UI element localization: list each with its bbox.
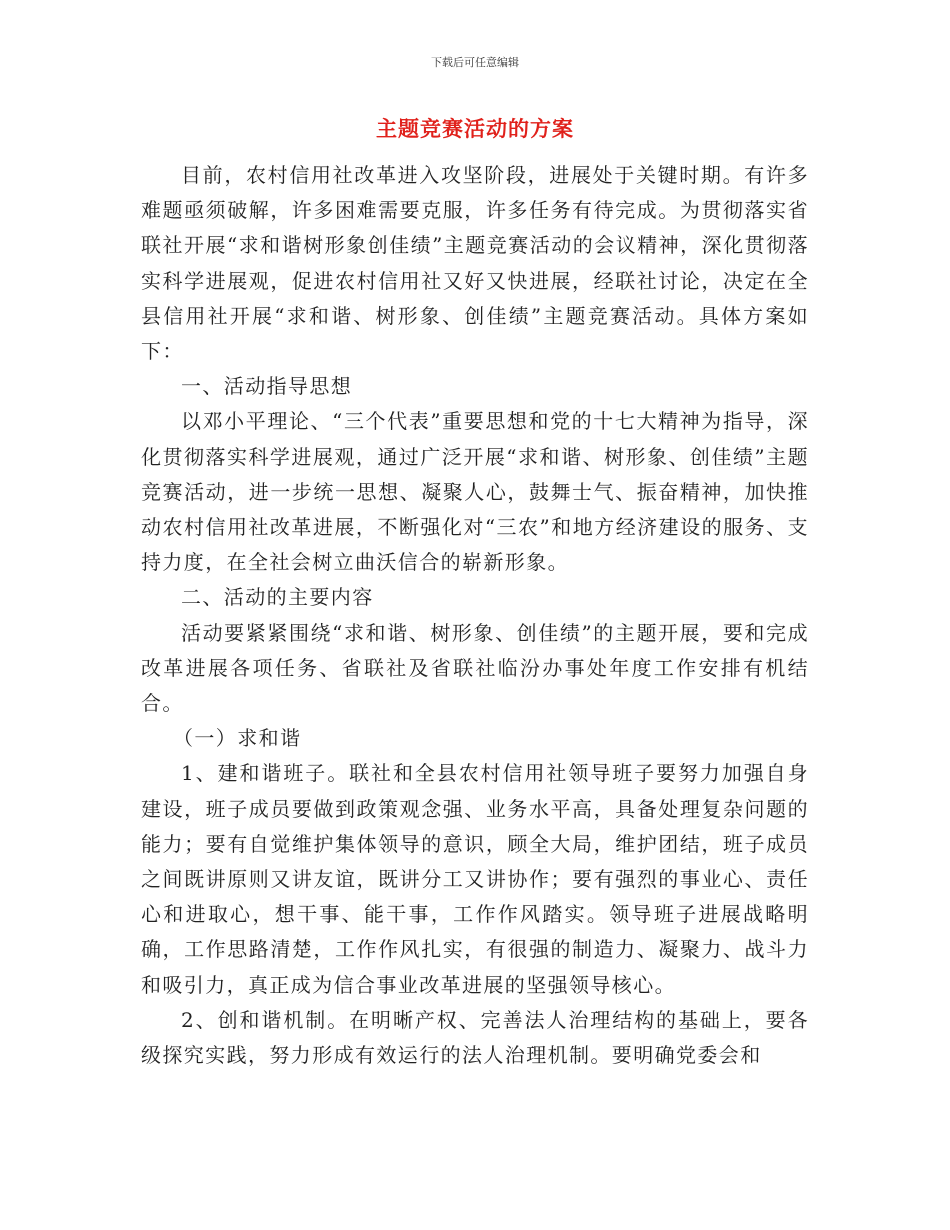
section-heading-guiding-ideology: 一、活动指导思想 (181, 374, 353, 399)
paragraph-guiding-ideology: 以邓小平理论、“三个代表”重要思想和党的十七大精神为指导，深化贯彻落实科学进展观，通过广泛开展“求和谐、树形象、创佳绩”主题竞赛活动，进一步统一思想、凝聚人心，鼓舞士气、振奋精神，加快推动农村信用社改革进展，不断强化对“三农”和地方经济建设的服务、支持力度，在全社会树立曲沃信合的崭新形象。 (141, 409, 809, 575)
paragraph-intro: 目前，农村信用社改革进入攻坚阶段，进展处于关键时期。有许多难题亟须破解，许多困难需要克服，许多任务有待完成。为贯彻落实省联社开展“求和谐树形象创佳绩”主题竞赛活动的会议精神，深化贯彻落实科学进展观，促进农村信用社又好又快进展，经联社讨论，决定在全县信用社开展“求和谐、树形象、创佳绩”主题竞赛活动。具体方案如下： (141, 163, 809, 364)
document-body (141, 158, 809, 1073)
paragraph-main-content: 活动要紧紧围绕“求和谐、树形象、创佳绩”的主题开展，要和完成改革进展各项任务、省联社及省联社临汾办事处年度工作安排有机结合。 (141, 620, 809, 716)
section-heading-main-content: 二、活动的主要内容 (181, 585, 374, 610)
document-title: 主题竞赛活动的方案 (376, 116, 574, 141)
header-note: 下载后可任意编辑 (431, 56, 519, 69)
subsection-heading-harmony: （一）求和谐 (173, 726, 302, 751)
paragraph-harmonious-mechanism: 2、创和谐机制。在明晰产权、完善法人治理结构的基础上，要各级探究实践，努力形成有效运行的法人治理机制。要明确党委会和 (141, 1007, 809, 1068)
paragraph-harmonious-team: 1、建和谐班子。联社和全县农村信用社领导班子要努力加强自身建设，班子成员要做到政策观念强、业务水平高，具备处理复杂问题的能力；要有自觉维护集体领导的意识，顾全大局，维护团结，班子成员之间既讲原则又讲友谊，既讲分工又讲协作；要有强烈的事业心、责任心和进取心，想干事、能干事，工作作风踏实。领导班子进展战略明确，工作思路清楚，工作作风扎实，有很强的制造力、凝聚力、战斗力和吸引力，真正成为信合事业改革进展的坚强领导核心。 (141, 761, 809, 997)
